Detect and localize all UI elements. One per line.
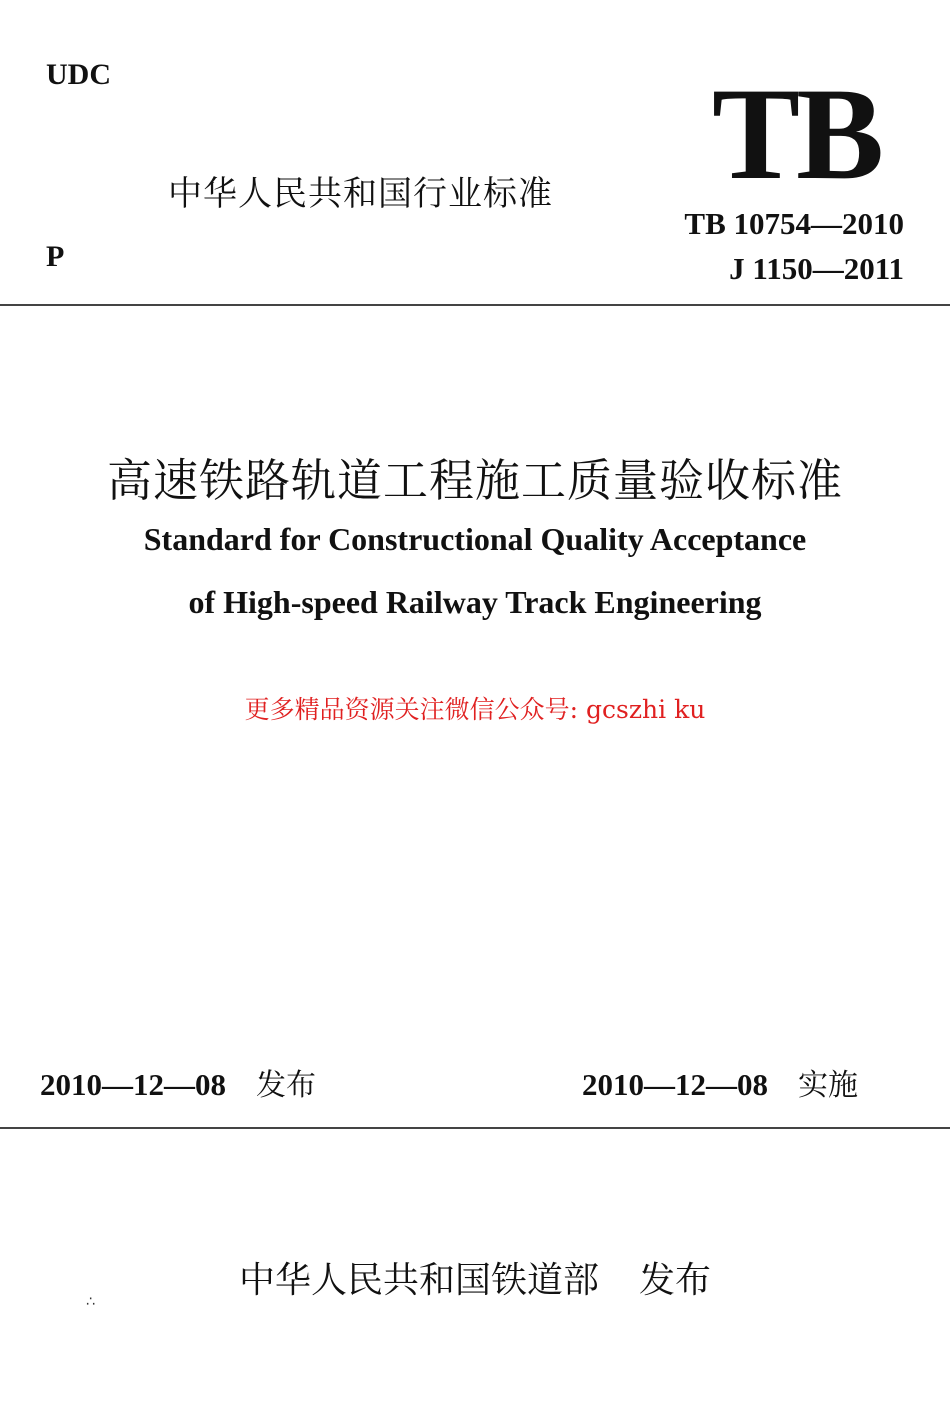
standard-number: TB 10754—2010 [684, 206, 904, 241]
issue-date: 2010—12—08 [40, 1067, 226, 1102]
effective-date-block [582, 1060, 858, 1104]
issue-label: 发布 [256, 1068, 316, 1103]
publisher-line [0, 1252, 950, 1303]
scan-speck-icon: ∴ [86, 1294, 95, 1310]
title-english-line1: Standard for Constructional Quality Acceptance [143, 521, 807, 557]
title-english-line2: of High-speed Railway Track Engineering [188, 584, 762, 620]
record-number: J 1150—2011 [729, 251, 904, 286]
watermark-text: 更多精品资源关注微信公众号: gcszhi ku [244, 695, 706, 724]
effective-date: 2010—12—08 [582, 1067, 768, 1102]
issue-date-block [40, 1060, 316, 1104]
publisher-name: 中华人民共和国铁道部 [238, 1260, 599, 1301]
publish-label: 发布 [639, 1260, 712, 1301]
bottom-divider [0, 1127, 950, 1129]
classification-code: P [46, 240, 65, 273]
effective-label: 实施 [798, 1068, 858, 1103]
top-divider [0, 304, 950, 306]
tb-mark: TB [712, 60, 881, 207]
udc-label: UDC [46, 58, 111, 91]
standard-category: 中华人民共和国行业标准 [168, 174, 553, 214]
title-chinese: 高速铁路轨道工程施工质量验收标准 [106, 454, 843, 507]
